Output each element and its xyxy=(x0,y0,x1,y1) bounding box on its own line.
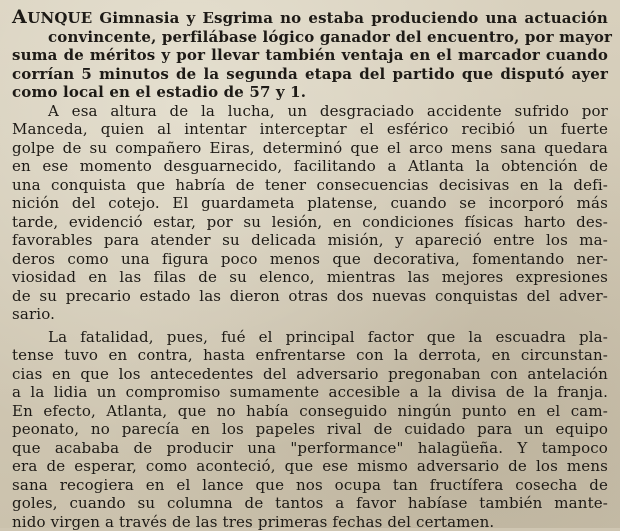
text-line: deros como una figura poco menos que decorativa, fomentando ner- xyxy=(12,250,608,269)
text-line: Manceda, quien al intentar interceptar el esférico recibió un fuerte xyxy=(12,120,608,139)
text-line: era de esperar, como aconteció, que ese mismo adversario de los mens xyxy=(12,457,608,476)
text-line: peonato, no parecía en los papeles rival de cuidado para un equipo xyxy=(12,420,608,439)
text-line: sana recogiera en el lance que nos ocupa tan fructífera cosecha de xyxy=(12,476,608,495)
text-line: A esa altura de la lucha, un desgraciado accidente sufrido por xyxy=(12,102,608,121)
paragraph-2 xyxy=(12,102,608,324)
text-line-content: UNQUE Gimnasia y Esgrima no estaba produciendo una actuación xyxy=(27,9,608,27)
initial-capital: A xyxy=(12,6,27,28)
text-line: cias en que los antecedentes del adversario pregonaban con antelación xyxy=(12,365,608,384)
text-line: de su precario estado las dieron otras dos nuevas conquistas del adver- xyxy=(12,287,608,306)
text-line: en ese momento desguarnecido, facilitando a Atlanta la obtención de xyxy=(12,157,608,176)
text-line: corrían 5 minutos de la segunda etapa del partido que disputó ayer xyxy=(12,65,608,84)
text-line: goles, cuando su columna de tantos a favor habíase también mante- xyxy=(12,494,608,513)
text-line: sario. xyxy=(12,305,608,324)
text-line: viosidad en las filas de su elenco, mientras las mejores expresiones xyxy=(12,268,608,287)
text-line: nición del cotejo. El guardameta platense, cuando se incorporó más xyxy=(12,194,608,213)
paragraph-3 xyxy=(12,328,608,531)
text-line: tense tuvo en contra, hasta enfrentarse con la derrota, en circunstan- xyxy=(12,346,608,365)
text-line: suma de méritos y por llevar también ventaja en el marcador cuando xyxy=(12,46,608,65)
text-line: convincente, perfilábase lógico ganador del encuentro, por mayor xyxy=(12,28,608,47)
text-line xyxy=(12,8,608,28)
text-line: nido virgen a través de las tres primeras fechas del certamen. xyxy=(12,513,608,531)
text-line: que acababa de producir una "performance" halagüeña. Y tampoco xyxy=(12,439,608,458)
text-line: a la lidia un compromiso sumamente accesible a la divisa de la franja. xyxy=(12,383,608,402)
paragraph-1 xyxy=(12,8,608,102)
text-line: golpe de su compañero Eiras, determinó que el arco mens sana quedara xyxy=(12,139,608,158)
text-line: La fatalidad, pues, fué el principal factor que la escuadra pla- xyxy=(12,328,608,347)
text-line: En efecto, Atlanta, que no había conseguido ningún punto en el cam- xyxy=(12,402,608,421)
text-line: una conquista que habría de tener consecuencias decisivas en la defi- xyxy=(12,176,608,195)
text-line: favorables para atender su delicada misión, y apareció entre los ma- xyxy=(12,231,608,250)
text-line: tarde, evidenció estar, por su lesión, en condiciones físicas harto des- xyxy=(12,213,608,232)
text-line: como local en el estadio de 57 y 1. xyxy=(12,83,608,102)
